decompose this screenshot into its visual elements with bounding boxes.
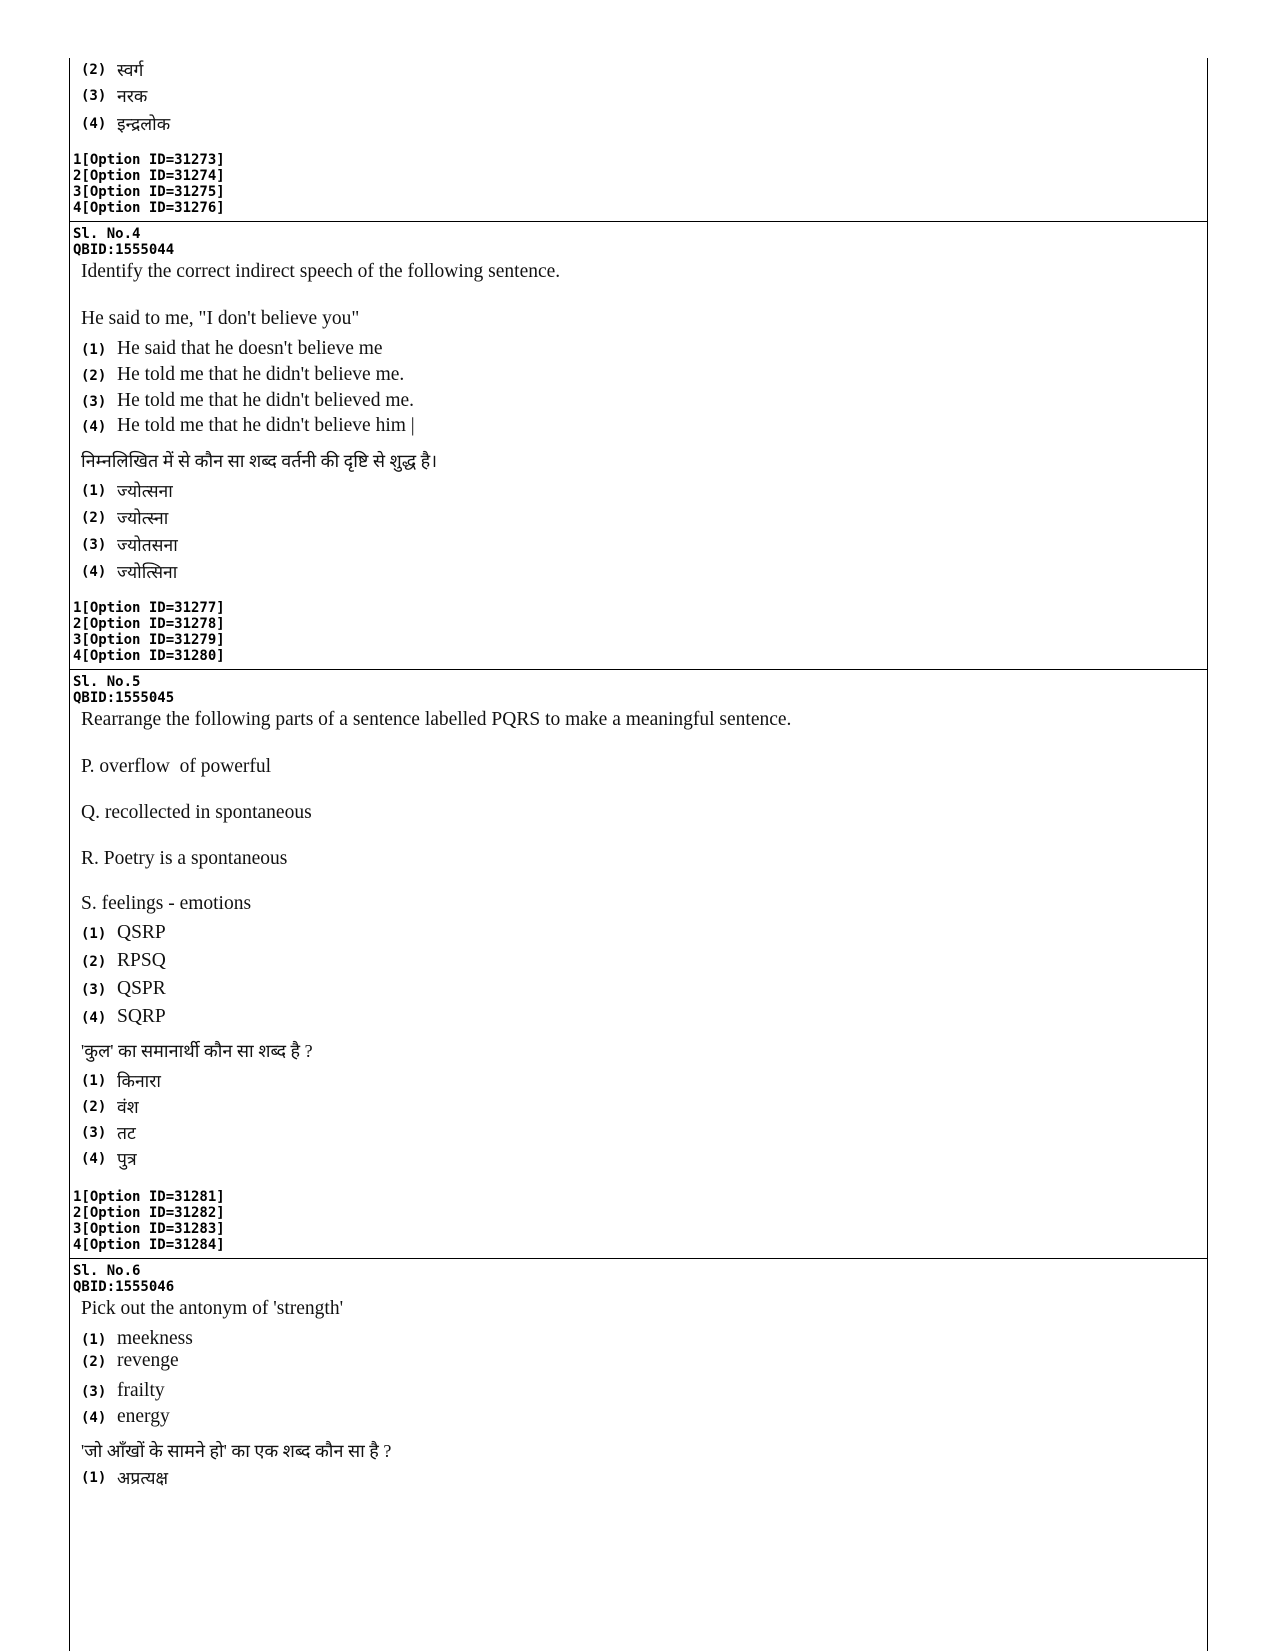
option-number: (1) [81, 342, 107, 358]
question-prompt: Identify the correct indirect speech of the following sentence. [81, 261, 561, 282]
option-text: energy [117, 1406, 170, 1427]
hindi-question-prompt: 'जो आँखों के सामने हो' का एक शब्द कौन सा है ? [81, 1441, 392, 1461]
option-id-2: 2[Option ID=31278] [73, 616, 225, 632]
question-prompt: Pick out the antonym of 'strength' [81, 1298, 344, 1319]
option-text: He said that he doesn't believe me [117, 338, 383, 359]
divider [70, 221, 1207, 222]
option-text: revenge [117, 1350, 179, 1371]
serial-number: Sl. No.4 [73, 226, 141, 242]
divider [70, 1258, 1207, 1259]
option-text: meekness [117, 1328, 193, 1349]
option-id-3: 3[Option ID=31279] [73, 632, 225, 648]
divider [70, 669, 1207, 670]
serial-number: Sl. No.6 [73, 1263, 141, 1279]
option-text: अप्रत्यक्ष [117, 1468, 169, 1488]
option-number: (3) [81, 982, 107, 998]
option-text: QSPR [117, 978, 166, 999]
option-number: (4) [81, 116, 107, 132]
option-number: (2) [81, 954, 107, 970]
option-text: ज्योत्स्ना [117, 508, 169, 528]
option-text: तट [117, 1123, 136, 1143]
option-id-3: 3[Option ID=31275] [73, 184, 225, 200]
option-number: (1) [81, 483, 107, 499]
option-text: ज्योतसना [117, 535, 178, 555]
option-id-4: 4[Option ID=31276] [73, 200, 225, 216]
option-text: QSRP [117, 922, 166, 943]
option-text: किनारा [117, 1071, 161, 1091]
option-id-3: 3[Option ID=31283] [73, 1221, 225, 1237]
question-prompt: Rearrange the following parts of a sentence labelled PQRS to make a meaningful sentence. [81, 709, 792, 730]
option-text: पुत्र [117, 1149, 137, 1169]
question-paper [69, 58, 1208, 1651]
option-id-2: 2[Option ID=31282] [73, 1205, 225, 1221]
option-text: ज्योत्सना [117, 481, 173, 501]
question-sentence: He said to me, "I don't believe you" [81, 308, 360, 329]
option-number: (3) [81, 537, 107, 553]
option-text: RPSQ [117, 950, 166, 971]
option-number: (2) [81, 62, 107, 78]
option-number: (3) [81, 1384, 107, 1400]
option-number: (1) [81, 1332, 107, 1348]
qbid: QBID:1555044 [73, 242, 175, 258]
option-number: (4) [81, 1010, 107, 1026]
option-id-4: 4[Option ID=31284] [73, 1237, 225, 1253]
serial-number: Sl. No.5 [73, 674, 141, 690]
option-number: (4) [81, 419, 107, 435]
option-number: (3) [81, 1125, 107, 1141]
option-number: (3) [81, 88, 107, 104]
option-text: ज्योत्सिना [117, 562, 178, 582]
option-number: (4) [81, 564, 107, 580]
option-number: (4) [81, 1410, 107, 1426]
option-text: स्वर्ग [117, 60, 144, 80]
sentence-part-r: R. Poetry is a spontaneous [81, 848, 288, 869]
option-number: (4) [81, 1151, 107, 1167]
sentence-part-s: S. feelings - emotions [81, 893, 252, 914]
hindi-question-prompt: 'कुल' का समानार्थी कौन सा शब्द है ? [81, 1041, 313, 1061]
option-text: He told me that he didn't believe him | [117, 415, 415, 436]
option-text: He told me that he didn't believed me. [117, 390, 415, 411]
option-text: वंश [117, 1097, 139, 1117]
option-number: (2) [81, 510, 107, 526]
option-text: He told me that he didn't believe me. [117, 364, 405, 385]
option-id-1: 1[Option ID=31281] [73, 1189, 225, 1205]
option-id-1: 1[Option ID=31273] [73, 152, 225, 168]
option-text: नरक [117, 86, 148, 106]
sentence-part-p: P. overflow of powerful [81, 756, 272, 777]
qbid: QBID:1555045 [73, 690, 175, 706]
hindi-question-prompt: निम्नलिखित में से कौन सा शब्द वर्तनी की दृष्टि से शुद्ध है। [81, 451, 438, 471]
option-number: (2) [81, 1354, 107, 1370]
option-id-1: 1[Option ID=31277] [73, 600, 225, 616]
option-number: (1) [81, 926, 107, 942]
option-number: (1) [81, 1073, 107, 1089]
sentence-part-q: Q. recollected in spontaneous [81, 802, 312, 823]
option-number: (2) [81, 368, 107, 384]
option-number: (3) [81, 394, 107, 410]
qbid: QBID:1555046 [73, 1279, 175, 1295]
option-text: इन्द्रलोक [117, 114, 171, 134]
option-number: (2) [81, 1099, 107, 1115]
option-text: SQRP [117, 1006, 166, 1027]
option-text: frailty [117, 1380, 165, 1401]
option-id-2: 2[Option ID=31274] [73, 168, 225, 184]
option-id-4: 4[Option ID=31280] [73, 648, 225, 664]
option-number: (1) [81, 1470, 107, 1486]
